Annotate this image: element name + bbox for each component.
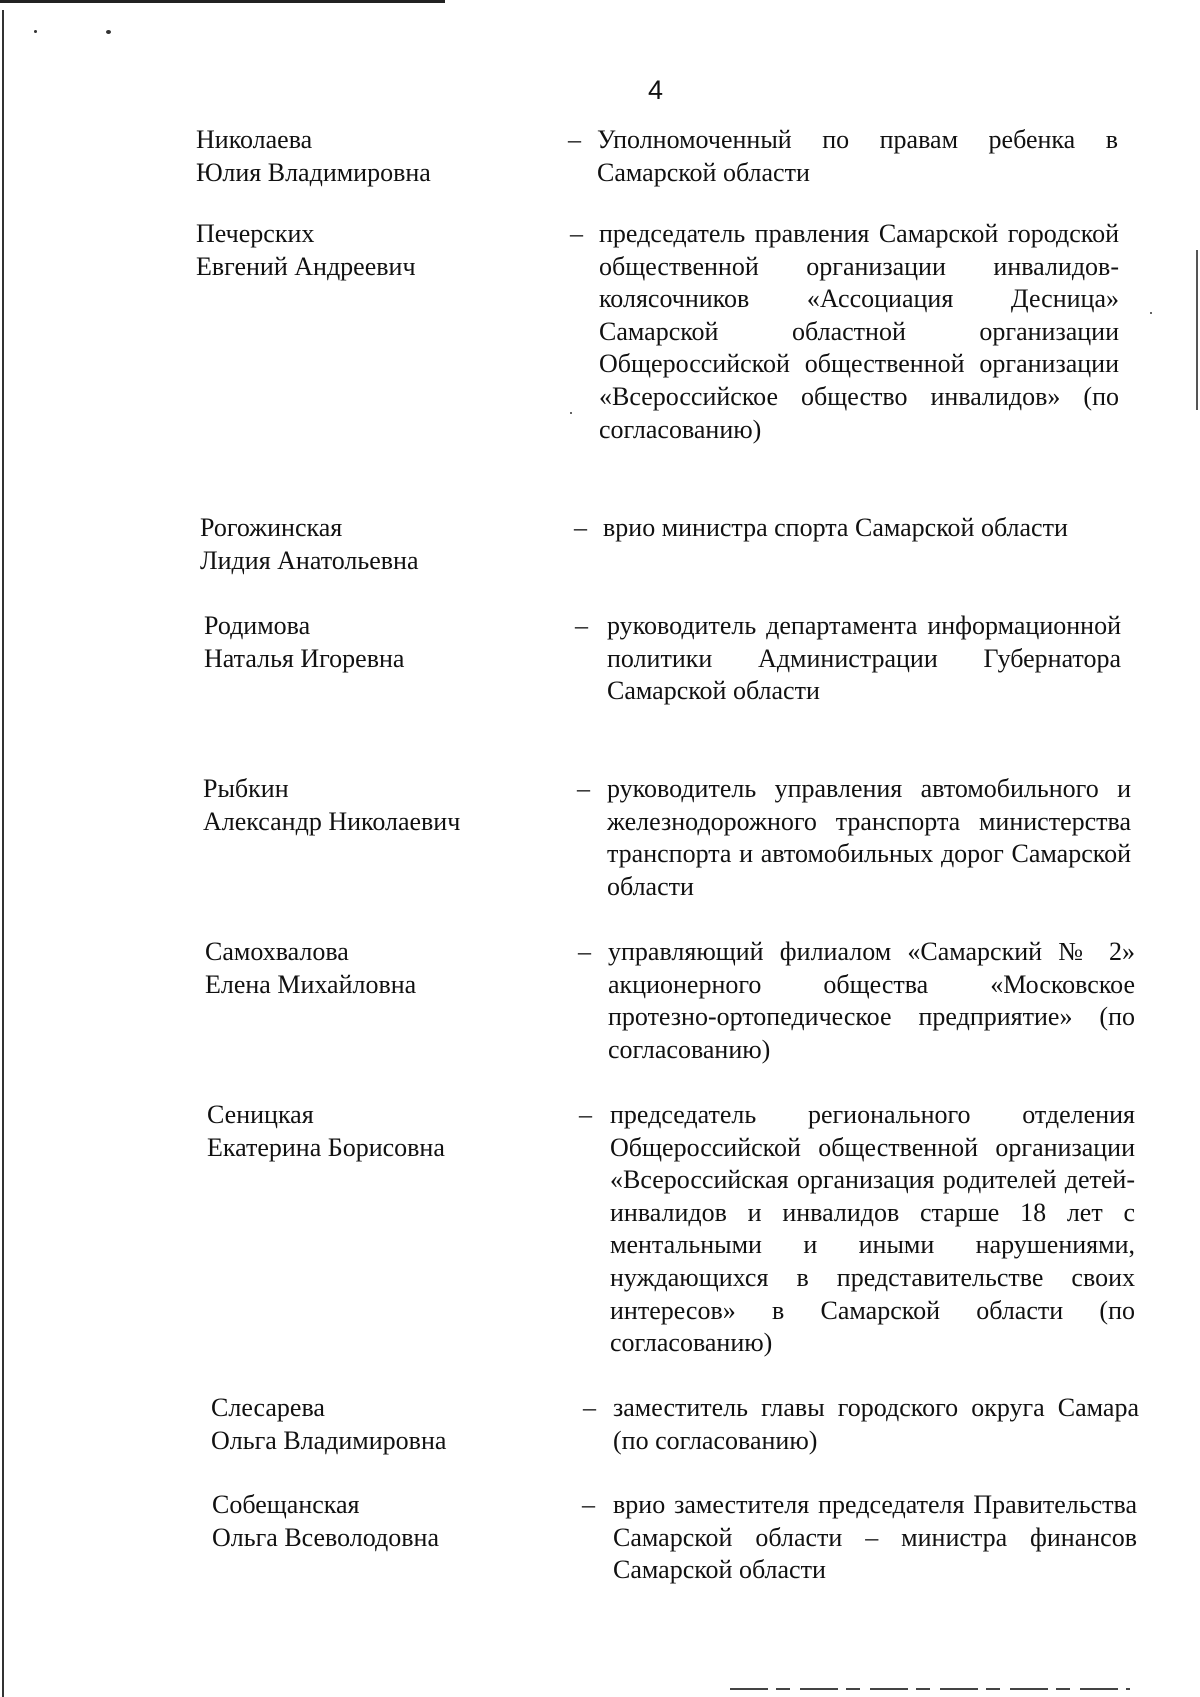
member-name — [196, 124, 536, 189]
member-name — [207, 1099, 547, 1164]
page-number: 4 — [648, 75, 664, 105]
scan-edge-top — [0, 0, 445, 3]
member-name — [200, 512, 540, 577]
dash-separator: – — [582, 1490, 595, 1519]
member-surname: Слесарева — [211, 1393, 325, 1422]
member-position: Уполномоченный по правам ребенка в Самарской области — [597, 125, 1118, 187]
member-given-names: Евгений Андреевич — [196, 251, 416, 281]
member-surname: Собещанская — [212, 1490, 360, 1519]
member-surname: Рыбкин — [203, 774, 289, 803]
member-name — [196, 218, 536, 283]
member-position: председатель регионального отделения Общероссийской общественной организации «Всероссийская организация родителей детей-инвалидов и инвалидов старше 18 лет с ментальными и иными нарушениями, нуждающихся в представительстве своих интересов» в Самарской области (по согласованию) — [610, 1100, 1135, 1358]
dash-separator: – — [583, 1393, 596, 1422]
member-given-names: Ольга Всеволодовна — [212, 1522, 439, 1552]
scan-edge-left — [2, 10, 4, 1697]
member-name — [211, 1392, 551, 1457]
member-name — [205, 936, 545, 1001]
dash-separator: – — [570, 219, 583, 248]
member-surname: Родимова — [204, 611, 311, 640]
member-given-names: Екатерина Борисовна — [207, 1132, 445, 1162]
member-surname: Рогожинская — [200, 513, 343, 542]
member-position: заместитель главы городского округа Самара (по согласованию) — [613, 1393, 1139, 1455]
member-name — [204, 610, 544, 675]
member-given-names: Елена Михайловна — [205, 969, 417, 999]
member-position: управляющий филиалом «Самарский № 2» акционерного общества «Московское протезно-ортопедическое предприятие» (по согласованию) — [608, 937, 1135, 1064]
scan-speck — [34, 30, 37, 33]
member-surname: Николаева — [196, 125, 313, 154]
member-surname: Сеницкая — [207, 1100, 314, 1129]
member-given-names: Ольга Владимировна — [211, 1425, 447, 1455]
dash-separator: – — [568, 125, 581, 154]
dash-separator: – — [579, 1100, 592, 1129]
member-position: врио заместителя председателя Правительства Самарской области – министра финансов Самарской области — [613, 1490, 1137, 1585]
member-given-names: Александр Николаевич — [203, 806, 461, 836]
member-surname: Печерских — [196, 219, 315, 248]
member-name — [203, 773, 543, 838]
member-position: руководитель управления автомобильного и железнодорожного транспорта министерства транспорта и автомобильных дорог Самарской области — [607, 774, 1131, 901]
dash-separator: – — [577, 774, 590, 803]
member-surname: Самохвалова — [205, 937, 349, 966]
scan-edge-bottom — [730, 1688, 1130, 1690]
member-position: врио министра спорта Самарской области — [603, 513, 1068, 542]
dash-separator: – — [578, 937, 591, 966]
member-position: председатель правления Самарской городской общественной организации инвалидов-колясочников «Ассоциация Десница» Самарской областной организации Общероссийской общественной организации «Всероссийское общество инвалидов» (по согласованию) — [599, 219, 1119, 444]
scan-edge-right — [1196, 250, 1198, 410]
scan-speck — [1150, 312, 1152, 314]
member-position: руководитель департамента информационной политики Администрации Губернатора Самарской области — [607, 611, 1121, 706]
dash-separator: – — [574, 513, 587, 542]
member-given-names: Юлия Владимировна — [196, 157, 431, 187]
member-name — [212, 1489, 552, 1554]
scan-speck — [570, 412, 572, 414]
scan-speck — [106, 30, 111, 34]
member-given-names: Наталья Игоревна — [204, 643, 405, 673]
dash-separator: – — [575, 611, 588, 640]
member-given-names: Лидия Анатольевна — [200, 545, 419, 575]
